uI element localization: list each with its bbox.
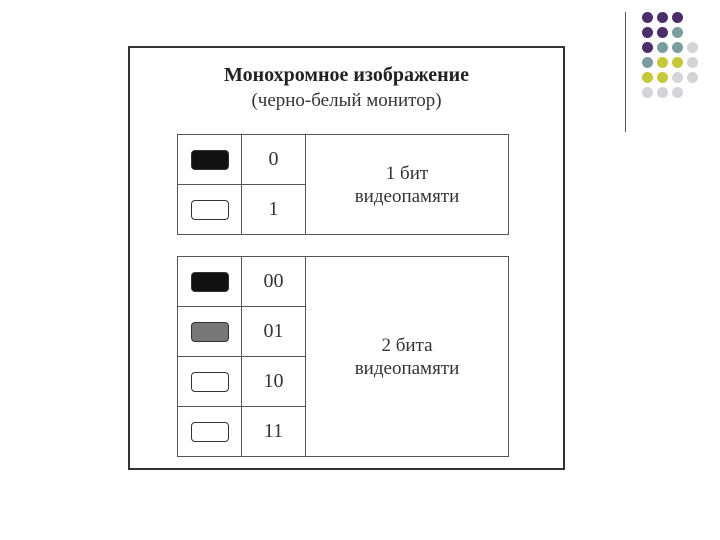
decorative-dot — [642, 42, 653, 53]
illustration-frame — [128, 46, 565, 470]
bit-code: 10 — [242, 357, 306, 407]
decorative-divider — [625, 12, 626, 132]
decorative-dot — [657, 12, 668, 23]
one-bit-table — [177, 134, 509, 235]
bit-description-line: видеопамяти — [354, 357, 460, 379]
decorative-dot — [642, 12, 653, 23]
decorative-dot — [672, 12, 683, 23]
page-title: Монохромное изображение — [223, 64, 469, 86]
bit-description-line: 1 бит — [385, 162, 429, 184]
decorative-dot — [672, 42, 683, 53]
bit-description — [306, 257, 509, 457]
decorative-dot — [687, 57, 698, 68]
two-bit-table — [177, 256, 509, 457]
bit-code: 00 — [242, 257, 306, 307]
decorative-dot — [657, 57, 668, 68]
decorative-dot — [672, 87, 683, 98]
decorative-dot — [687, 72, 698, 83]
decorative-dot — [642, 72, 653, 83]
color-swatch — [191, 150, 229, 170]
decorative-dot — [672, 57, 683, 68]
bit-code: 0 — [242, 135, 306, 185]
bit-code: 01 — [242, 307, 306, 357]
bit-code: 1 — [242, 185, 306, 235]
decorative-dot — [642, 57, 653, 68]
color-swatch — [191, 422, 229, 442]
decorative-dot-grid — [640, 10, 720, 120]
color-swatch — [191, 200, 229, 220]
table-row — [178, 135, 509, 185]
decorative-dot — [642, 87, 653, 98]
bit-code: 11 — [242, 407, 306, 457]
decorative-dot — [657, 87, 668, 98]
decorative-dot — [687, 42, 698, 53]
decorative-dot — [657, 72, 668, 83]
page-subtitle: (черно-белый монитор) — [251, 90, 442, 111]
decorative-dot — [657, 42, 668, 53]
decorative-dot — [657, 27, 668, 38]
decorative-dot — [672, 72, 683, 83]
color-swatch — [191, 272, 229, 292]
color-swatch — [191, 372, 229, 392]
bit-description-line: видеопамяти — [354, 185, 460, 207]
bit-description-line: 2 бита — [381, 334, 433, 356]
decorative-dot — [672, 27, 683, 38]
bit-description — [306, 135, 509, 235]
decorative-dot — [642, 27, 653, 38]
table-row — [178, 257, 509, 307]
color-swatch — [191, 322, 229, 342]
